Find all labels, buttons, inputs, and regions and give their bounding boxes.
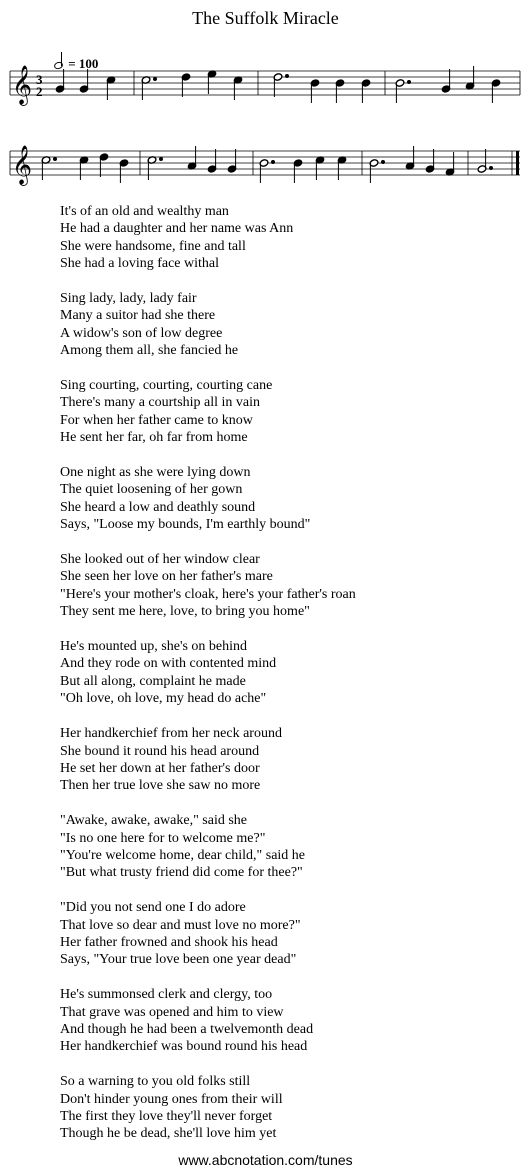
lyric-line: He's mounted up, she's on behind (60, 639, 248, 655)
lyric-line: And though he had been a twelvemonth dead (60, 1021, 314, 1037)
lyrics-stanza (60, 377, 356, 447)
lyric-line: A widow's son of low degree (60, 325, 223, 341)
lyrics-block (60, 203, 356, 1160)
treble-clef-icon: 𝄞 (12, 65, 33, 105)
abcnotation-link[interactable]: www.abcnotation.com/tunes (178, 1152, 353, 1168)
lyric-line: Her father frowned and shook his head (60, 934, 278, 950)
lyrics-stanza (60, 638, 356, 708)
lyrics-stanza (60, 551, 356, 621)
lyric-line: Though he be dead, she'll love him yet (60, 1126, 277, 1142)
lyric-line: That grave was opened and him to view (60, 1004, 284, 1020)
lyric-line: For when her father came to know (60, 412, 253, 428)
lyric-line: Says, "Your true love been one year dead" (60, 952, 297, 968)
lyric-line: She looked out of her window clear (60, 552, 260, 568)
lyric-line: They sent me here, love, to bring you home" (60, 604, 310, 620)
lyrics-stanza (60, 203, 356, 273)
tempo-value: = 100 (68, 56, 99, 71)
lyric-line: She were handsome, fine and tall (60, 238, 246, 254)
lyric-line: That love so dear and must love no more?" (60, 917, 301, 933)
lyric-line: Says, "Loose my bounds, I'm earthly bound" (60, 517, 311, 533)
lyric-line: Her handkerchief was bound round his head (60, 1039, 308, 1055)
lyric-line: Her handkerchief from her neck around (60, 726, 282, 742)
lyric-line: "Did you not send one I do adore (60, 900, 246, 916)
lyric-line: But all along, complaint he made (60, 673, 246, 689)
lyric-line: He sent her far, oh far from home (60, 430, 248, 446)
lyric-line: "You're welcome home, dear child," said he (60, 847, 306, 863)
lyrics-stanza (60, 812, 356, 882)
lyrics-stanza (60, 464, 356, 534)
lyric-line: He's summonsed clerk and clergy, too (60, 987, 273, 1003)
footer (0, 1152, 531, 1168)
lyric-line: She heard a low and deathly sound (60, 499, 256, 515)
lyric-line: She bound it round his head around (60, 743, 260, 759)
lyrics-stanza (60, 725, 356, 795)
music-staff-1 (0, 60, 531, 120)
lyric-line: Among them all, she fancied he (60, 343, 239, 359)
lyric-line: So a warning to you old folks still (60, 1074, 251, 1090)
lyric-line: He set her down at her father's door (60, 760, 260, 776)
lyric-line: The quiet loosening of her gown (60, 482, 243, 498)
time-signature-bottom: 2 (36, 84, 43, 99)
lyric-line: He had a daughter and her name was Ann (60, 221, 294, 237)
lyric-line: She had a loving face withal (60, 256, 220, 272)
lyrics-stanza (60, 1073, 356, 1143)
lyric-line: And they rode on with contented mind (60, 656, 277, 672)
lyric-line: "Is no one here for to welcome me?" (60, 830, 266, 846)
lyric-line: One night as she were lying down (60, 465, 251, 481)
time-signature-top: 3 (36, 72, 43, 87)
lyric-line: There's many a courtship all in vain (60, 395, 261, 411)
lyric-line: Many a suitor had she there (60, 308, 216, 324)
lyric-line: Sing lady, lady, lady fair (60, 291, 197, 307)
lyric-line: Sing courting, courting, courting cane (60, 378, 273, 394)
lyrics-stanza (60, 986, 356, 1056)
lyrics-stanza (60, 899, 356, 969)
lyric-line: "Oh love, oh love, my head do ache" (60, 691, 267, 707)
treble-clef-icon: 𝄞 (12, 145, 33, 185)
lyric-line: She seen her love on her father's mare (60, 569, 273, 585)
lyric-line: "Awake, awake, awake," said she (60, 813, 248, 829)
page-title: The Suffolk Miracle (192, 8, 339, 28)
lyric-line: Don't hinder young ones from their will (60, 1091, 283, 1107)
lyric-line: "Here's your mother's cloak, here's your father's roan (60, 586, 356, 602)
lyric-line: The first they love they'll never forget (60, 1108, 273, 1124)
lyric-line: Then her true love she saw no more (60, 778, 261, 794)
lyric-line: "But what trusty friend did come for thee?" (60, 865, 303, 881)
lyric-line: It's of an old and wealthy man (60, 204, 229, 219)
music-staff-2 (0, 140, 531, 200)
lyrics-stanza (60, 290, 356, 360)
